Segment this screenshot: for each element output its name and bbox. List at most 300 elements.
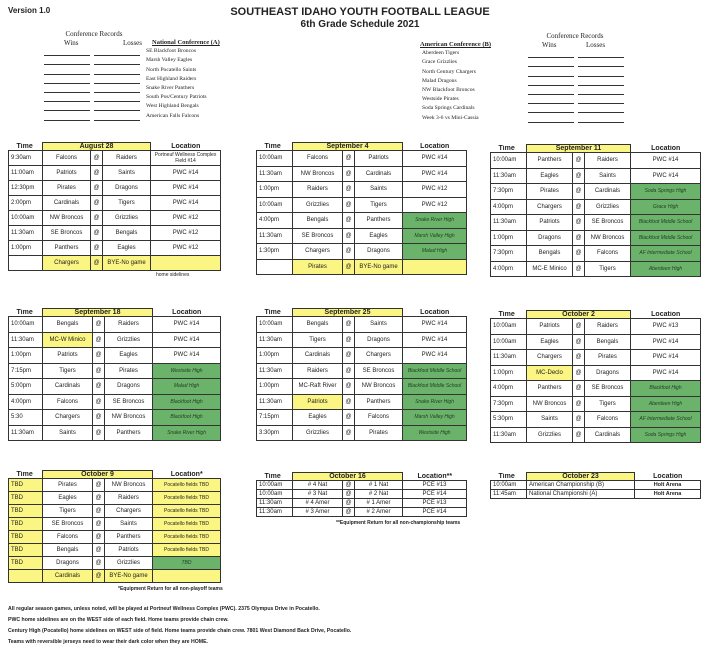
home-team: Saints	[355, 182, 403, 198]
home-team: Dragons	[585, 365, 631, 381]
at-symbol: @	[343, 508, 355, 517]
away-team: Tigers	[43, 505, 93, 518]
away-team: Bengals	[43, 544, 93, 557]
home-team: NW Broncos	[355, 379, 403, 395]
away-team: Eagles	[43, 492, 93, 505]
at-symbol: @	[573, 230, 585, 246]
home-team: Bengals	[585, 334, 631, 350]
game-time: 1:00pm	[257, 182, 293, 198]
away-team: MC-W Minico	[43, 332, 93, 348]
national-record-row	[44, 47, 242, 56]
game-time: 11:30am	[257, 332, 293, 348]
wins-blank	[528, 67, 574, 76]
home-team: NW Broncos	[585, 230, 631, 246]
game-row	[491, 319, 701, 335]
week-sep11	[490, 144, 701, 277]
losses-blank	[94, 56, 140, 65]
game-location: PWC #14	[631, 350, 701, 366]
game-location: AF Intermediate School	[631, 412, 701, 428]
game-row	[491, 215, 701, 231]
game-location: PWC #12	[403, 197, 467, 213]
game-time: 11:30am	[9, 332, 43, 348]
national-team-name: Snake River Panthers	[146, 84, 195, 91]
wins-blank	[44, 102, 90, 111]
home-team: Bengals	[103, 226, 151, 241]
away-team: MC-Declo	[527, 365, 573, 381]
game-time: 11:30am	[257, 499, 293, 508]
game-time: 2:00pm	[9, 196, 43, 211]
national-team-name: East Highland Raiders	[146, 75, 197, 82]
location-header: Location**	[417, 472, 453, 480]
league-title: SOUTHEAST IDAHO YOUTH FOOTBALL LEAGUE	[230, 6, 490, 18]
game-location: PWC #14	[631, 334, 701, 350]
away-team: Panthers	[527, 153, 573, 169]
at-symbol: @	[573, 319, 585, 335]
home-team: Panthers	[105, 425, 153, 441]
losses-blank	[578, 58, 624, 67]
at-symbol: @	[343, 490, 355, 499]
national-record-row	[44, 65, 242, 74]
away-team: Bengals	[293, 317, 343, 333]
game-row	[9, 479, 221, 492]
game-time: 1:00pm	[257, 379, 293, 395]
game-time: 10:00am	[257, 490, 293, 499]
away-team: Eagles	[527, 168, 573, 184]
american-team-name: Aberdeen Tigers	[422, 50, 460, 57]
game-row	[9, 256, 221, 271]
away-team: Panthers	[527, 381, 573, 397]
game-row	[9, 363, 221, 379]
game-time: 10:00am	[491, 481, 527, 490]
home-team: Grizzlies	[103, 211, 151, 226]
away-team: Saints	[527, 412, 573, 428]
away-team: Patriots	[527, 319, 573, 335]
week-sep18	[8, 308, 221, 441]
game-row	[9, 241, 221, 256]
game-row	[9, 317, 221, 333]
game-row	[257, 244, 467, 260]
home-team: Panthers	[355, 213, 403, 229]
game-row	[9, 394, 221, 410]
home-team: Saints	[355, 317, 403, 333]
game-location: PWC #14	[153, 332, 221, 348]
at-symbol: @	[91, 196, 103, 211]
at-symbol: @	[343, 259, 355, 275]
home-team: Raiders	[105, 492, 153, 505]
championship-equipment-note: **Equipment Return for all non-championship teams	[336, 520, 461, 526]
location-header: Location	[420, 308, 450, 316]
game-location: Holt Arena	[635, 490, 701, 499]
away-team: SE Broncos	[43, 226, 91, 241]
game-row	[257, 151, 467, 167]
game-time: TBD	[9, 544, 43, 557]
game-location: PWC #14	[153, 317, 221, 333]
away-team: Cardinals	[293, 348, 343, 364]
game-location: Westside High	[153, 363, 221, 379]
home-team: Dragons	[355, 244, 403, 260]
home-team: Eagles	[355, 228, 403, 244]
game-time: 9:30am	[9, 151, 43, 166]
week-oct9	[8, 470, 223, 592]
location-header: Location	[420, 142, 450, 150]
home-team: Eagles	[105, 348, 153, 364]
away-team: Cardinals	[43, 379, 93, 395]
game-location: Malad High	[403, 244, 467, 260]
game-location: PWC #14	[631, 153, 701, 169]
home-team: NW Broncos	[105, 410, 153, 426]
american-team-name: NW Blackfoot Broncos	[422, 86, 475, 93]
game-time: 10:00am	[257, 197, 293, 213]
home-team: Raiders	[585, 153, 631, 169]
away-team: Falcons	[293, 151, 343, 167]
american-team-name: Week 3-6 vs Mini-Cassia	[422, 114, 479, 121]
equipment-return-note: *Equipment Return for all non-playoff teams	[118, 586, 223, 592]
game-row	[257, 410, 467, 426]
game-row	[491, 168, 701, 184]
at-symbol: @	[573, 334, 585, 350]
location-header: Location*	[170, 470, 203, 478]
time-header: Time	[264, 472, 281, 480]
american-record-row	[420, 95, 632, 104]
home-team: Tigers	[585, 261, 631, 277]
away-team: Dragons	[527, 230, 573, 246]
game-time: 10:00am	[257, 317, 293, 333]
game-row	[257, 490, 467, 499]
american-record-row	[420, 49, 632, 58]
away-team: Chargers	[43, 410, 93, 426]
american-record-row	[420, 104, 632, 113]
game-location: PCE #14	[403, 508, 467, 517]
losses-blank	[94, 93, 140, 102]
losses-blank	[94, 111, 140, 120]
wins-blank	[528, 95, 574, 104]
game-row	[9, 379, 221, 395]
game-row	[9, 410, 221, 426]
game-location: Snake River High	[403, 213, 467, 229]
losses-blank	[94, 65, 140, 74]
game-time: TBD	[9, 492, 43, 505]
away-team: NW Broncos	[527, 396, 573, 412]
game-time: TBD	[9, 479, 43, 492]
at-symbol: @	[343, 348, 355, 364]
game-row	[9, 518, 221, 531]
game-row	[491, 381, 701, 397]
at-symbol: @	[93, 531, 105, 544]
game-location: PWC #12	[151, 241, 221, 256]
game-row	[491, 230, 701, 246]
losses-blank	[578, 113, 624, 122]
game-time: 7:15pm	[257, 410, 293, 426]
game-row	[491, 153, 701, 169]
at-symbol: @	[343, 410, 355, 426]
wins-blank	[44, 75, 90, 84]
game-time	[9, 256, 43, 271]
game-location: PWC #14	[403, 348, 467, 364]
at-symbol: @	[343, 151, 355, 167]
wins-blank	[44, 65, 90, 74]
week-header-row	[491, 311, 701, 319]
home-team: Dragons	[355, 332, 403, 348]
at-symbol: @	[93, 557, 105, 570]
away-team: Grizzlies	[293, 425, 343, 441]
game-location: Holt Arena	[635, 481, 701, 490]
american-conference-label: American Conference (B)	[420, 41, 491, 48]
home-team: BYE-No game	[355, 259, 403, 275]
away-team: Grizzlies	[527, 427, 573, 443]
at-symbol: @	[343, 182, 355, 198]
home-team: Tigers	[355, 197, 403, 213]
american-team-name: Grace Grizzlies	[422, 59, 457, 66]
week-date: October 23	[527, 473, 635, 481]
home-team: NW Broncos	[105, 479, 153, 492]
schedule-subtitle: 6th Grade Schedule 2021	[300, 19, 420, 30]
away-team: Patriots	[527, 215, 573, 231]
game-time: 11:30am	[257, 228, 293, 244]
game-row	[9, 570, 221, 583]
game-location: PWC #14	[403, 332, 467, 348]
game-time: 1:00pm	[9, 241, 43, 256]
game-location: AF Intermediate School	[631, 246, 701, 262]
national-record-row	[44, 102, 242, 111]
american-team-name: North Century Chargers	[422, 68, 476, 75]
week-oct2	[490, 310, 701, 443]
american-record-row	[420, 86, 632, 95]
american-wins-label: Wins	[542, 41, 557, 49]
home-team: Falcons	[585, 246, 631, 262]
away-team: Eagles	[527, 334, 573, 350]
losses-blank	[94, 75, 140, 84]
at-symbol: @	[91, 166, 103, 181]
at-symbol: @	[343, 197, 355, 213]
game-time: 1:30pm	[257, 244, 293, 260]
week-date: October 16	[293, 473, 403, 481]
game-location: Blackfoot Middle School	[403, 379, 467, 395]
game-location: PWC #12	[151, 226, 221, 241]
away-team: NW Broncos	[293, 166, 343, 182]
week-sep25	[256, 308, 467, 441]
wins-blank	[44, 47, 90, 56]
national-team-name: West Highland Bengals	[146, 103, 199, 110]
game-time: 11:45am	[491, 490, 527, 499]
at-symbol: @	[343, 363, 355, 379]
at-symbol: @	[343, 166, 355, 182]
game-location: PWC #13	[631, 319, 701, 335]
national-record-row	[44, 75, 242, 84]
wins-blank	[528, 49, 574, 58]
at-symbol: @	[343, 379, 355, 395]
game-time: 7:30pm	[491, 246, 527, 262]
losses-blank	[94, 102, 140, 111]
home-team: Patriots	[105, 544, 153, 557]
away-team: Grizzlies	[293, 197, 343, 213]
game-time: 11:30am	[9, 425, 43, 441]
away-team: # 4 Nat	[293, 481, 343, 490]
wins-blank	[44, 111, 90, 120]
game-location: Grace High	[631, 199, 701, 215]
away-team: # 4 Amer	[293, 499, 343, 508]
home-team: Pirates	[585, 350, 631, 366]
game-row	[9, 196, 221, 211]
footer-note-1: All regular season games, unless noted, will be played at Portneuf Wellness Complex (PWC). 2375 Olympus Drive in Pocatello.	[8, 606, 320, 612]
game-location: Snake River High	[403, 394, 467, 410]
at-symbol: @	[93, 348, 105, 364]
at-symbol: @	[343, 499, 355, 508]
game-location: PWC #12	[403, 182, 467, 198]
week-aug28	[8, 142, 221, 278]
national-losses-label: Losses	[122, 39, 142, 47]
game-time: 10:00am	[491, 334, 527, 350]
week-oct16	[256, 472, 467, 526]
away-team: Chargers	[43, 256, 91, 271]
game-time: 10:00am	[257, 151, 293, 167]
away-team: Falcons	[43, 531, 93, 544]
at-symbol: @	[93, 317, 105, 333]
away-team: Dragons	[43, 557, 93, 570]
week-header-row	[257, 473, 467, 481]
at-symbol: @	[93, 394, 105, 410]
at-symbol: @	[573, 184, 585, 200]
game-time: 11:30am	[491, 215, 527, 231]
at-symbol: @	[91, 241, 103, 256]
american-team-name: Malad Dragons	[422, 77, 457, 84]
week-header-row	[257, 309, 467, 317]
at-symbol: @	[573, 199, 585, 215]
away-team: Bengals	[293, 213, 343, 229]
week-header-row	[491, 473, 701, 481]
home-sidelines-note: home sidelines	[156, 272, 190, 278]
away-team: Eagles	[293, 410, 343, 426]
game-row	[257, 182, 467, 198]
game-location: Soda Springs High	[631, 184, 701, 200]
week-header-row	[9, 309, 221, 317]
wins-blank	[44, 84, 90, 93]
away-team: Cardinals	[43, 570, 93, 583]
game-time: 11:30am	[257, 508, 293, 517]
losses-blank	[578, 77, 624, 86]
game-row	[9, 181, 221, 196]
game-row	[9, 151, 221, 166]
wins-blank	[528, 58, 574, 67]
national-team-name: South Pos/Century Patriots	[146, 94, 207, 101]
game-row	[257, 394, 467, 410]
game-time: 1:00pm	[257, 348, 293, 364]
wins-blank	[528, 77, 574, 86]
away-team: Patriots	[293, 394, 343, 410]
game-location: Malad High	[153, 379, 221, 395]
national-record-row	[44, 84, 242, 93]
game-location: Pocatello fields TBD	[153, 531, 221, 544]
game-row	[491, 350, 701, 366]
game-location: TBD	[153, 557, 221, 570]
time-header: Time	[16, 142, 33, 150]
american-team-name: Soda Springs Cardinals	[422, 105, 475, 112]
game-time: 3:30pm	[257, 425, 293, 441]
at-symbol: @	[91, 151, 103, 166]
location-header: Location	[172, 308, 202, 316]
game-time: 11:30am	[257, 394, 293, 410]
at-symbol: @	[91, 256, 103, 271]
national-record-row	[44, 111, 242, 120]
location-header: Location	[653, 472, 683, 480]
game-row	[257, 508, 467, 517]
game-row	[257, 228, 467, 244]
american-team-name: Westside Pirates	[422, 96, 459, 103]
away-team: MC-Raft River	[293, 379, 343, 395]
at-symbol: @	[573, 168, 585, 184]
game-row	[491, 184, 701, 200]
game-location	[153, 570, 221, 583]
game-time: 7:30pm	[491, 184, 527, 200]
game-row	[257, 259, 467, 275]
time-header: Time	[264, 308, 281, 316]
game-time: 10:00am	[9, 211, 43, 226]
american-record-row	[420, 77, 632, 86]
game-row	[257, 332, 467, 348]
game-time: TBD	[9, 557, 43, 570]
game-time: TBD	[9, 505, 43, 518]
home-team: Eagles	[103, 241, 151, 256]
national-conference-label: National Conference (A)	[152, 39, 220, 46]
home-team: Tigers	[585, 396, 631, 412]
at-symbol: @	[93, 410, 105, 426]
game-row	[257, 197, 467, 213]
at-symbol: @	[573, 153, 585, 169]
away-team: Pirates	[43, 181, 91, 196]
game-time: 12:30pm	[9, 181, 43, 196]
losses-blank	[578, 67, 624, 76]
game-row	[9, 425, 221, 441]
week-date: August 28	[43, 143, 151, 151]
game-row	[9, 211, 221, 226]
game-time: 10:00am	[491, 153, 527, 169]
away-team: MC-E Minico	[527, 261, 573, 277]
losses-blank	[578, 49, 624, 58]
at-symbol: @	[343, 228, 355, 244]
week-date: September 4	[293, 143, 403, 151]
game-row	[491, 396, 701, 412]
home-team: Grizzlies	[105, 332, 153, 348]
home-team: Cardinals	[585, 427, 631, 443]
game-location: PWC #14	[403, 166, 467, 182]
game-location: PWC #14	[151, 166, 221, 181]
away-team: Chargers	[527, 350, 573, 366]
at-symbol: @	[91, 226, 103, 241]
game-location: PWC #14	[631, 168, 701, 184]
home-team: Panthers	[355, 394, 403, 410]
game-location: Blackfoot Middle School	[631, 230, 701, 246]
home-team: Saints	[585, 168, 631, 184]
away-team: Pirates	[527, 184, 573, 200]
game-location: Pocatello fields TBD	[153, 505, 221, 518]
game-location: Blackfoot Middle School	[631, 215, 701, 231]
away-team: Tigers	[43, 363, 93, 379]
wins-blank	[528, 104, 574, 113]
at-symbol: @	[343, 394, 355, 410]
at-symbol: @	[91, 181, 103, 196]
away-team: Falcons	[43, 394, 93, 410]
game-row	[257, 379, 467, 395]
game-location: Pocatello fields TBD	[153, 518, 221, 531]
away-team: Raiders	[293, 363, 343, 379]
away-team: Pirates	[293, 259, 343, 275]
away-team: Pirates	[43, 479, 93, 492]
home-team: Panthers	[105, 531, 153, 544]
game-time: 11:30am	[491, 168, 527, 184]
game-location: Blackfoot Middle School	[403, 363, 467, 379]
at-symbol: @	[93, 544, 105, 557]
home-team: # 2 Nat	[355, 490, 403, 499]
game-row	[491, 261, 701, 277]
